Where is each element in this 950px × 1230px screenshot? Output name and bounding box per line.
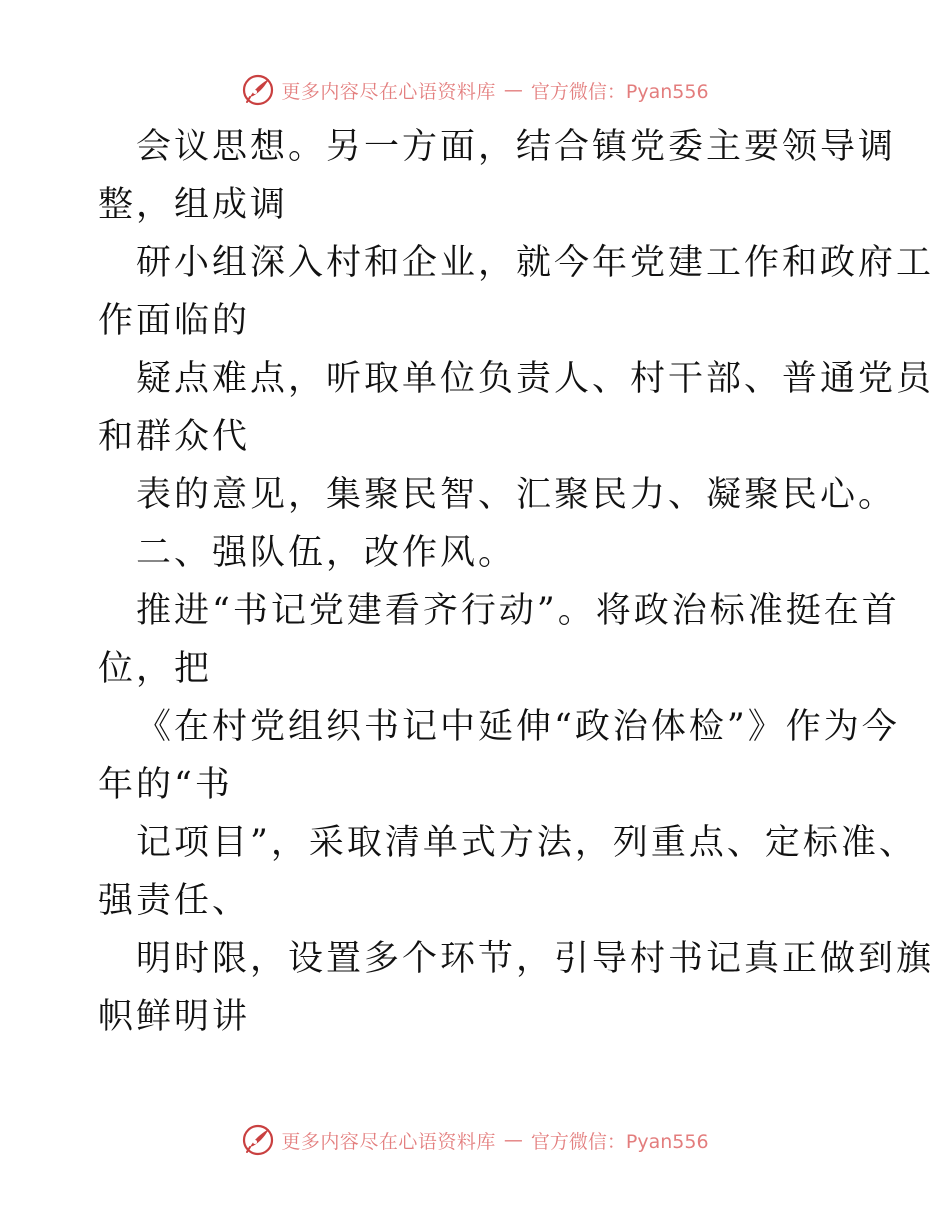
quill-logo-icon <box>241 73 275 107</box>
text-line: 明时限，设置多个环节，引导村书记真正做到旗 <box>136 939 935 979</box>
watermark-main-text: 更多内容尽在心语资料库 <box>281 80 496 103</box>
text-line: 会议思想。另一方面，结合镇党委主要领导调 <box>136 127 897 167</box>
text-line: 《在村党组织书记中延伸“政治体检”》作为今 <box>136 707 900 747</box>
watermark-separator: — <box>503 1129 523 1151</box>
text-line: 年的“书 <box>98 765 233 805</box>
text-line: 强责任、 <box>98 881 251 921</box>
text-line: 和群众代 <box>98 417 251 457</box>
text-line: 推进“书记党建看齐行动”。将政治标准挺在首 <box>136 591 900 631</box>
watermark-group <box>241 73 708 107</box>
document-body <box>98 118 935 1046</box>
text-line: 记项目”，采取清单式方法，列重点、定标准、 <box>136 823 917 863</box>
watermark-wechat-text: 官方微信：Pyan556 <box>530 80 709 103</box>
text-line: 表的意见，集聚民智、汇聚民力、凝聚民心。 <box>136 475 897 515</box>
section-heading: 二、强队伍，改作风。 <box>136 533 517 573</box>
text-line: 整，组成调 <box>98 185 289 225</box>
header-watermark <box>0 72 950 108</box>
text-line: 疑点难点，听取单位负责人、村干部、普通党员 <box>136 359 935 399</box>
watermark-group <box>241 1123 708 1157</box>
watermark-separator: — <box>503 79 523 101</box>
quill-logo-icon <box>241 1123 275 1157</box>
watermark-wechat-text: 官方微信：Pyan556 <box>530 1130 709 1153</box>
text-line: 帜鲜明讲 <box>98 997 251 1037</box>
text-line: 作面临的 <box>98 301 251 341</box>
text-line: 位，把 <box>98 649 213 689</box>
footer-watermark <box>0 1122 950 1158</box>
text-line: 研小组深入村和企业，就今年党建工作和政府工 <box>136 243 935 283</box>
watermark-main-text: 更多内容尽在心语资料库 <box>281 1130 496 1153</box>
